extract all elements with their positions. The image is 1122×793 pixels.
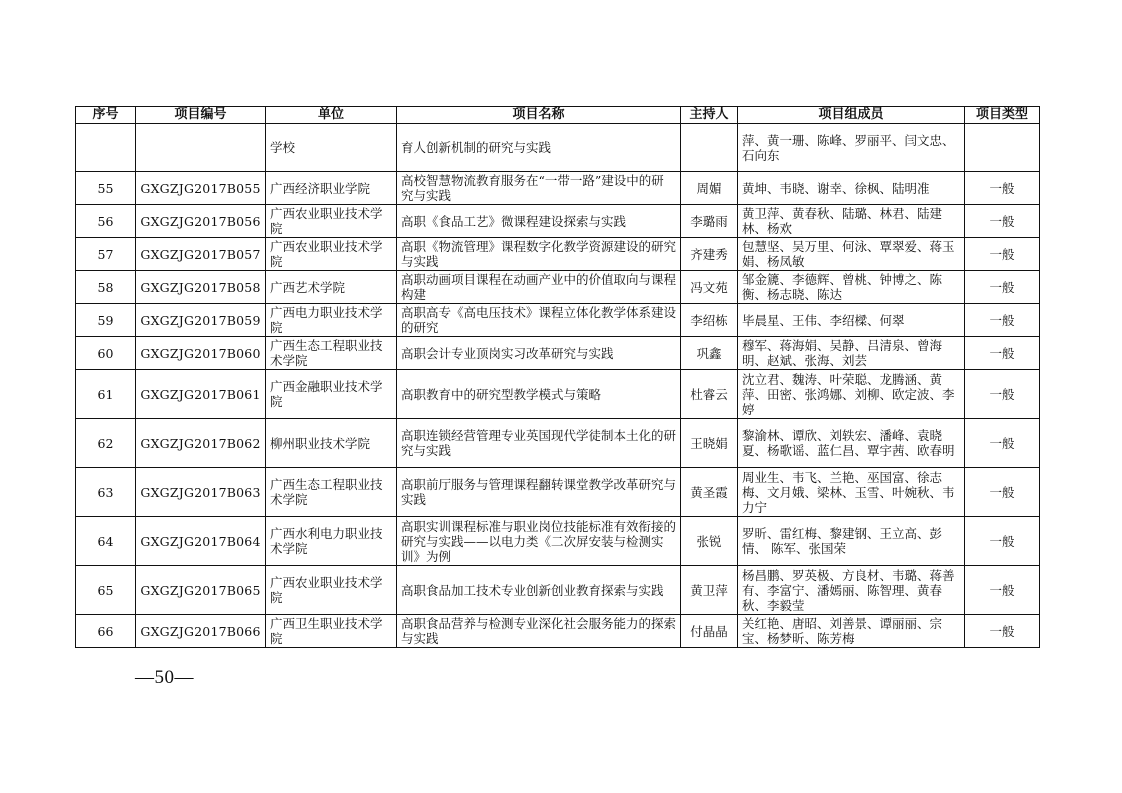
cell-index: 59 bbox=[76, 304, 136, 337]
cell-type bbox=[965, 124, 1040, 172]
cell-unit: 柳州职业技术学院 bbox=[266, 419, 397, 468]
header-index: 序号 bbox=[76, 107, 136, 124]
cell-index: 63 bbox=[76, 468, 136, 517]
cell-unit: 学校 bbox=[266, 124, 397, 172]
cell-unit: 广西生态工程职业技术学院 bbox=[266, 468, 397, 517]
table-row bbox=[76, 370, 1040, 419]
cell-project-name: 高职食品营养与检测专业深化社会服务能力的探索与实践 bbox=[397, 615, 681, 648]
cell-project-name: 高职实训课程标准与职业岗位技能标准有效衔接的研究与实践——以电力类《二次屏安装与检测实训》为例 bbox=[397, 517, 681, 566]
cell-code: GXGZJG2017B062 bbox=[136, 419, 266, 468]
cell-unit: 广西生态工程职业技术学院 bbox=[266, 337, 397, 370]
cell-type: 一般 bbox=[965, 517, 1040, 566]
header-project-name: 项目名称 bbox=[397, 107, 681, 124]
cell-index: 58 bbox=[76, 271, 136, 304]
cell-type: 一般 bbox=[965, 566, 1040, 615]
table-header-row bbox=[76, 107, 1040, 124]
cell-members: 黄卫萍、黄春秋、陆璐、林君、陆建林、杨欢 bbox=[738, 205, 965, 238]
cell-code: GXGZJG2017B056 bbox=[136, 205, 266, 238]
cell-project-name: 高职教育中的研究型教学模式与策略 bbox=[397, 370, 681, 419]
cell-members: 关红艳、唐昭、刘善景、谭丽丽、宗宝、杨梦昕、陈芳梅 bbox=[738, 615, 965, 648]
cell-type: 一般 bbox=[965, 468, 1040, 517]
cell-host: 李璐雨 bbox=[681, 205, 738, 238]
cell-members: 周业生、韦飞、兰艳、巫国富、徐志梅、文月娥、梁林、玉雪、叶婉秋、韦力宁 bbox=[738, 468, 965, 517]
cell-host: 齐建秀 bbox=[681, 238, 738, 271]
cell-host: 黄圣霞 bbox=[681, 468, 738, 517]
cell-project-name: 高职连锁经营管理专业英国现代学徒制本土化的研究与实践 bbox=[397, 419, 681, 468]
cell-members: 黄坤、韦晓、谢幸、徐枫、陆明准 bbox=[738, 172, 965, 205]
cell-host: 张锐 bbox=[681, 517, 738, 566]
cell-index: 55 bbox=[76, 172, 136, 205]
cell-type: 一般 bbox=[965, 205, 1040, 238]
cell-type: 一般 bbox=[965, 615, 1040, 648]
cell-members: 杨昌鹏、罗英极、方良材、韦璐、蒋善有、李富宁、潘嫣丽、陈智理、黄春秋、李毅莹 bbox=[738, 566, 965, 615]
cell-index: 66 bbox=[76, 615, 136, 648]
cell-members: 罗昕、雷红梅、黎建钢、王立高、彭情、 陈军、张国荣 bbox=[738, 517, 965, 566]
cell-index: 64 bbox=[76, 517, 136, 566]
project-table-sheet bbox=[75, 106, 1039, 648]
cell-members: 邹金篪、李德辉、曾桃、钟博之、陈衡、杨志晓、陈达 bbox=[738, 271, 965, 304]
cell-project-name: 高职《物流管理》课程数字化教学资源建设的研究与实践 bbox=[397, 238, 681, 271]
cell-host: 周媚 bbox=[681, 172, 738, 205]
cell-host bbox=[681, 124, 738, 172]
table-row bbox=[76, 205, 1040, 238]
cell-members: 穆军、蒋海娟、吴静、吕清泉、曾海明、赵斌、张海、刘芸 bbox=[738, 337, 965, 370]
table-row bbox=[76, 172, 1040, 205]
cell-members: 沈立君、魏涛、叶荣聪、龙腾涵、黄萍、田密、张鸿娜、刘柳、欧定波、李婷 bbox=[738, 370, 965, 419]
cell-unit: 广西水利电力职业技术学院 bbox=[266, 517, 397, 566]
cell-type: 一般 bbox=[965, 271, 1040, 304]
cell-type: 一般 bbox=[965, 304, 1040, 337]
cell-project-name: 高职高专《高电压技术》课程立体化教学体系建设的研究 bbox=[397, 304, 681, 337]
cell-unit: 广西农业职业技术学院 bbox=[266, 205, 397, 238]
continuation-row bbox=[76, 124, 1040, 172]
cell-host: 王晓娟 bbox=[681, 419, 738, 468]
cell-project-name: 高职食品加工技术专业创新创业教育探索与实践 bbox=[397, 566, 681, 615]
project-table bbox=[75, 106, 1040, 648]
cell-index: 57 bbox=[76, 238, 136, 271]
cell-code: GXGZJG2017B055 bbox=[136, 172, 266, 205]
cell-host: 冯文苑 bbox=[681, 271, 738, 304]
cell-type: 一般 bbox=[965, 238, 1040, 271]
cell-project-name: 育人创新机制的研究与实践 bbox=[397, 124, 681, 172]
cell-code: GXGZJG2017B057 bbox=[136, 238, 266, 271]
table-row bbox=[76, 304, 1040, 337]
cell-unit: 广西电力职业技术学院 bbox=[266, 304, 397, 337]
cell-project-name: 高职前厅服务与管理课程翻转课堂教学改革研究与实践 bbox=[397, 468, 681, 517]
cell-code: GXGZJG2017B064 bbox=[136, 517, 266, 566]
cell-unit: 广西艺术学院 bbox=[266, 271, 397, 304]
cell-host: 杜睿云 bbox=[681, 370, 738, 419]
cell-index bbox=[76, 124, 136, 172]
cell-index: 56 bbox=[76, 205, 136, 238]
cell-code bbox=[136, 124, 266, 172]
cell-type: 一般 bbox=[965, 419, 1040, 468]
cell-unit: 广西经济职业学院 bbox=[266, 172, 397, 205]
cell-members: 萍、黄一珊、陈峰、罗丽平、闫文忠、石向东 bbox=[738, 124, 965, 172]
cell-members: 包慧坚、吴万里、何泳、覃翠爱、蒋玉娟、杨凤敏 bbox=[738, 238, 965, 271]
cell-code: GXGZJG2017B058 bbox=[136, 271, 266, 304]
table-row bbox=[76, 566, 1040, 615]
cell-members: 黎渝林、谭欣、刘轶宏、潘峰、袁晓夏、杨歌谣、蓝仁昌、覃宇茜、欧春明 bbox=[738, 419, 965, 468]
table-row bbox=[76, 238, 1040, 271]
table-row bbox=[76, 468, 1040, 517]
page-number: —50— bbox=[135, 667, 194, 688]
cell-host: 付晶晶 bbox=[681, 615, 738, 648]
cell-code: GXGZJG2017B061 bbox=[136, 370, 266, 419]
header-project-type: 项目类型 bbox=[965, 107, 1040, 124]
table-row bbox=[76, 271, 1040, 304]
table-row bbox=[76, 419, 1040, 468]
cell-code: GXGZJG2017B065 bbox=[136, 566, 266, 615]
cell-index: 65 bbox=[76, 566, 136, 615]
cell-type: 一般 bbox=[965, 337, 1040, 370]
cell-code: GXGZJG2017B059 bbox=[136, 304, 266, 337]
table-row bbox=[76, 615, 1040, 648]
cell-project-name: 高校智慧物流教育服务在“一带一路”建设中的研究与实践 bbox=[397, 172, 681, 205]
cell-host: 巩鑫 bbox=[681, 337, 738, 370]
cell-host: 黄卫萍 bbox=[681, 566, 738, 615]
cell-code: GXGZJG2017B066 bbox=[136, 615, 266, 648]
header-host: 主持人 bbox=[681, 107, 738, 124]
cell-unit: 广西金融职业技术学院 bbox=[266, 370, 397, 419]
cell-index: 61 bbox=[76, 370, 136, 419]
cell-host: 李绍栋 bbox=[681, 304, 738, 337]
table-row bbox=[76, 517, 1040, 566]
cell-type: 一般 bbox=[965, 172, 1040, 205]
cell-index: 62 bbox=[76, 419, 136, 468]
header-members: 项目组成员 bbox=[738, 107, 965, 124]
cell-unit: 广西卫生职业技术学院 bbox=[266, 615, 397, 648]
table-row bbox=[76, 337, 1040, 370]
cell-project-name: 高职《食品工艺》微课程建设探索与实践 bbox=[397, 205, 681, 238]
header-unit: 单位 bbox=[266, 107, 397, 124]
cell-unit: 广西农业职业技术学院 bbox=[266, 566, 397, 615]
header-project-code: 项目编号 bbox=[136, 107, 266, 124]
cell-code: GXGZJG2017B060 bbox=[136, 337, 266, 370]
cell-members: 毕晨星、王伟、李绍樑、何翠 bbox=[738, 304, 965, 337]
cell-type: 一般 bbox=[965, 370, 1040, 419]
cell-project-name: 高职会计专业顶岗实习改革研究与实践 bbox=[397, 337, 681, 370]
cell-code: GXGZJG2017B063 bbox=[136, 468, 266, 517]
cell-unit: 广西农业职业技术学院 bbox=[266, 238, 397, 271]
cell-project-name: 高职动画项目课程在动画产业中的价值取向与课程构建 bbox=[397, 271, 681, 304]
cell-index: 60 bbox=[76, 337, 136, 370]
